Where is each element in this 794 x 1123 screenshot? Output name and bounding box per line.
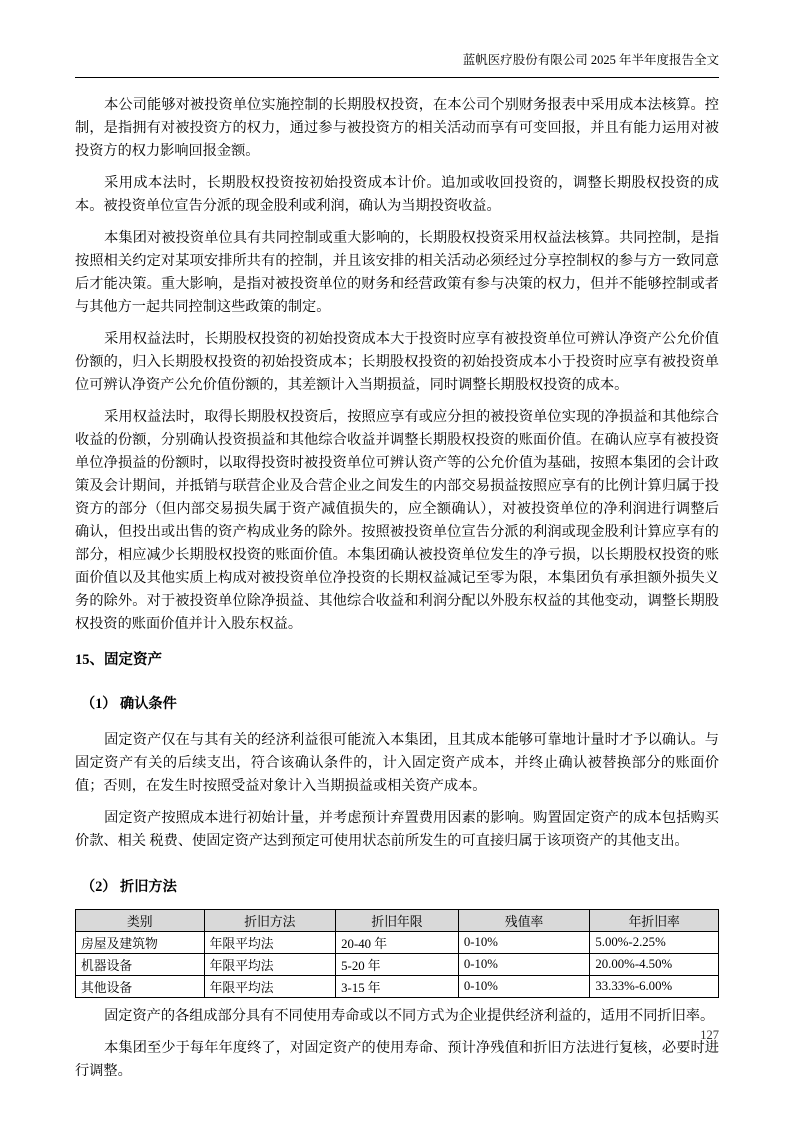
table-header-annual-rate: 年折旧率: [590, 910, 719, 932]
cell-method: 年限平均法: [204, 976, 336, 998]
table-header-useful-life: 折旧年限: [336, 910, 459, 932]
cell-useful-life: 3-15 年: [336, 976, 459, 998]
subsection-heading-depreciation: （2） 折旧方法: [81, 879, 177, 895]
cell-residual-rate: 0-10%: [458, 976, 590, 998]
cell-annual-rate: 20.00%-4.50%: [590, 954, 719, 976]
paragraph-recognition-criteria: 固定资产仅在与其有关的经济利益很可能流入本集团，且其成本能够可靠地计量时才予以确认。与固定资产有关的后续支出，符合该确认条件的，计入固定资产成本，并终止确认被替换部分的账面价值；否则，在发生时按照受益对象计入当期损益或相关资产成本。: [75, 732, 719, 794]
cell-category: 其他设备: [76, 976, 205, 998]
cell-residual-rate: 0-10%: [458, 954, 590, 976]
cell-method: 年限平均法: [204, 932, 336, 954]
report-title: 蓝帆医疗股份有限公司 2025 年半年度报告全文: [462, 53, 719, 67]
table-row: [76, 954, 719, 976]
page-content: [75, 78, 719, 1083]
paragraph-initial-measurement: 固定资产按照成本进行初始计量，并考虑预计弃置费用因素的影响。购置固定资产的成本包括购买价款、相关 税费、使固定资产达到预定可使用状态前所发生的可直接归属于该项资产的其他支出。: [75, 810, 719, 849]
depreciation-table: [75, 909, 719, 998]
table-header-method: 折旧方法: [204, 910, 336, 932]
cell-annual-rate: 33.33%-6.00%: [590, 976, 719, 998]
cell-useful-life: 20-40 年: [336, 932, 459, 954]
cell-useful-life: 5-20 年: [336, 954, 459, 976]
paragraph-different-rates: 固定资产的各组成部分具有不同使用寿命或以不同方式为企业提供经济利益的，适用不同折旧率。: [104, 1008, 715, 1024]
page-header: [75, 0, 719, 78]
subsection-heading-recognition: （1） 确认条件: [81, 696, 177, 712]
cell-method: 年限平均法: [204, 954, 336, 976]
table-header-row: [76, 910, 719, 932]
paragraph-joint-control: 本集团对被投资单位具有共同控制或重大影响的，长期股权投资采用权益法核算。共同控制，是指按照相关约定对某项安排所共有的控制，并且该安排的相关活动必须经过分享控制权的参与方一致同意后才能决策。重大影响，是指对被投资单位的财务和经营政策有参与决策的权力，但并不能够控制或者与其他方一起共同控制这些政策的制定。: [75, 230, 719, 315]
cell-category: 机器设备: [76, 954, 205, 976]
table-header-category: 类别: [76, 910, 205, 932]
section-heading-fixed-assets: 15、固定资产: [75, 652, 162, 668]
paragraph-control-cost-method: 本公司能够对被投资单位实施控制的长期股权投资，在本公司个别财务报表中采用成本法核算。控制，是指拥有对被投资方的权力，通过参与被投资方的相关活动而享有可变回报，并且有能力运用对被投资方的权力影响回报金额。: [75, 97, 719, 159]
paragraph-cost-method: 采用成本法时，长期股权投资按初始投资成本计价。追加或收回投资的，调整长期股权投资的成本。被投资单位宣告分派的现金股利或利润，确认为当期投资收益。: [75, 175, 719, 214]
cell-category: 房屋及建筑物: [76, 932, 205, 954]
page-footer: [700, 1028, 719, 1043]
paragraph-annual-review: 本集团至少于每年年度终了，对固定资产的使用寿命、预计净残值和折旧方法进行复核，必要时进行调整。: [75, 1040, 719, 1079]
table-row: [76, 976, 719, 998]
table-header-residual-rate: 残值率: [458, 910, 590, 932]
paragraph-equity-method-initial: 采用权益法时，长期股权投资的初始投资成本大于投资时应享有被投资单位可辨认净资产公允价值份额的，归入长期股权投资的初始投资成本；长期股权投资的初始投资成本小于投资时应享有被投资单位可辨认净资产公允价值份额的，其差额计入当期损益，同时调整长期股权投资的成本。: [75, 331, 719, 393]
table-row: [76, 932, 719, 954]
page-number: 127: [700, 1028, 719, 1042]
paragraph-equity-method-subsequent: 采用权益法时，取得长期股权投资后，按照应享有或应分担的被投资单位实现的净损益和其他综合收益的份额，分别确认投资损益和其他综合收益并调整长期股权投资的账面价值。在确认应享有被投资单位净损益的份额时，以取得投资时被投资单位可辨认资产等的公允价值为基础，按照本集团的会计政策及会计期间，并抵销与联营企业及合营企业之间发生的内部交易损益按照应享有的比例计算归属于投资方的部分（但内部交易损失属于资产减值损失的，应全额确认），对被投资单位的净利润进行调整后确认，但投出或出售的资产构成业务的除外。按照被投资单位宣告分派的利润或现金股利计算应享有的部分，相应减少长期股权投资的账面价值。本集团确认被投资单位发生的净亏损，以长期股权投资的账面价值以及其他实质上构成对被投资单位净投资的长期权益减记至零为限，本集团负有承担额外损失义务的除外。对于被投资单位除净损益、其他综合收益和利润分配以外股东权益的其他变动，调整长期股权投资的账面价值并计入股东权益。: [75, 409, 719, 632]
cell-annual-rate: 5.00%-2.25%: [590, 932, 719, 954]
cell-residual-rate: 0-10%: [458, 932, 590, 954]
